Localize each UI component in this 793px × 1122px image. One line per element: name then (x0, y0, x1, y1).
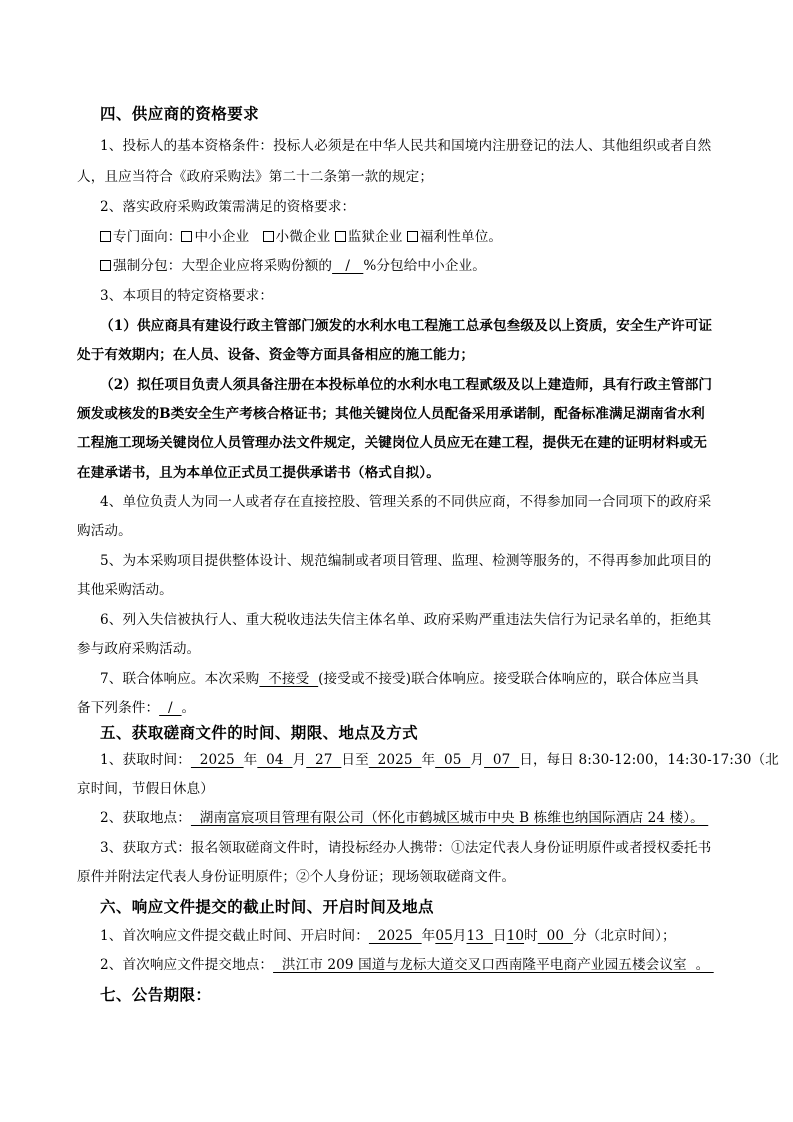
deadline-hour: 10 (506, 928, 525, 944)
requirement-2-line1: （2）拟任项目负责人须具备注册在本投标单位的水利水电工程贰级及以上建造师，具有行政主管部门 (100, 377, 713, 393)
deadline-month: 05 (435, 928, 453, 944)
deadline-month-unit: 月 (452, 928, 467, 944)
start-month: 04 (257, 752, 293, 768)
direct-label: 专门面向： (113, 229, 182, 245)
checkbox-icon (335, 231, 346, 242)
paragraph-6-line1: 6、列入失信被执行人、重大税收违法失信主体名单、政府采购严重违法失信行为记录名单的，拒绝其 (100, 612, 712, 628)
paragraph-5-line1: 5、为本采购项目提供整体设计、规范编制或者项目管理、监理、检测等服务的，不得再参加此项目的 (100, 553, 712, 569)
end-month: 05 (435, 752, 471, 768)
paragraph-7-line1 (100, 669, 699, 689)
deadline-minute: 00 (537, 928, 573, 944)
option-prison: 监狱企业 (347, 229, 403, 245)
submission-location-value: 洪江市 209 国道与龙标大道交叉口西南隆平电商产业园五楼会议室 。 (273, 957, 714, 973)
consortium-cond-pre: 备下列条件： (77, 700, 160, 716)
forced-text-post: %分包给中小企业。 (363, 258, 486, 274)
checkbox-icon (100, 231, 111, 242)
deadline-year-unit: 年 (421, 928, 436, 944)
obtain-method-line1: 3、获取方式：报名领取磋商文件时，请投标经办人携带：①法定代表人身份证明原件或者授权委托书 (100, 840, 712, 856)
consortium-text-post: (接受或不接受)联合体响应。接受联合体响应的，联合体应当具 (318, 671, 699, 687)
obtain-time-label: 1、获取时间： (100, 752, 191, 768)
policy-forced-subcontract (100, 256, 486, 276)
submission-deadline (100, 926, 676, 946)
paragraph-4-line2: 购活动。 (77, 523, 132, 539)
obtain-location-label: 2、获取地点： (100, 810, 191, 826)
obtain-time-line2: 京时间，节假日休息） (77, 781, 214, 797)
option-sme: 中小企业 (194, 229, 250, 245)
deadline-year: 2025 (368, 928, 422, 944)
month-unit: 月 (292, 752, 307, 768)
paragraph-6-line2: 参与政府采购活动。 (77, 641, 201, 657)
forced-value: / (332, 258, 364, 274)
year-unit-2: 年 (421, 752, 436, 768)
policy-direct-options (100, 227, 502, 247)
paragraph-basic-qualification-line1: 1、投标人的基本资格条件：投标人必须是在中华人民共和国境内注册登记的法人、其他组织或者自然 (100, 138, 712, 154)
checkbox-icon (100, 260, 111, 271)
section-heading-submission: 六、响应文件提交的截止时间、开启时间及地点 (100, 897, 434, 916)
section-heading-obtain-docs: 五、获取磋商文件的时间、期限、地点及方式 (100, 723, 419, 742)
year-unit: 年 (243, 752, 258, 768)
end-day: 07 (484, 752, 520, 768)
month-unit-2: 月 (470, 752, 485, 768)
day-to-unit: 日至 (341, 752, 369, 768)
checkbox-icon (181, 231, 192, 242)
paragraph-specific-requirements: 3、本项目的特定资格要求： (100, 288, 274, 304)
paragraph-7-line2 (77, 698, 195, 718)
submission-location-label: 2、首次响应文件提交地点： (100, 957, 274, 973)
deadline-suffix: 分（北京时间）； (572, 928, 676, 944)
paragraph-4-line1: 4、单位负责人为同一人或者存在直接控股、管理关系的不同供应商，不得参加同一合同项下的政府采 (100, 494, 712, 510)
forced-text-pre: 强制分包：大型企业应将采购份额的 (113, 258, 333, 274)
consortium-value: 不接受 (259, 671, 319, 687)
obtain-time-hours: 日，每日 8:30-12:00，14:30-17:30（北 (519, 752, 779, 768)
deadline-day: 13 (466, 928, 493, 944)
section-heading-qualifications: 四、供应商的资格要求 (100, 104, 260, 123)
section-heading-notice-period: 七、公告期限： (100, 985, 212, 1004)
paragraph-5-line2: 其他采购活动。 (77, 582, 173, 598)
deadline-day-unit: 日 (492, 928, 507, 944)
requirement-2-line3: 工程施工现场关键岗位人员管理办法文件规定，关键岗位人员应无在建工程，提供无在建的证明材料或无 (77, 435, 707, 451)
paragraph-basic-qualification-line2: 人，且应当符合《政府采购法》第二十二条第一款的规定； (77, 169, 434, 185)
start-day: 27 (306, 752, 342, 768)
option-micro: 小微企业 (275, 229, 331, 245)
start-year: 2025 (190, 752, 244, 768)
requirement-2-line4: 在建承诺书，且为本单位正式员工提供承诺书（格式自拟）。 (77, 465, 440, 481)
obtain-time-line1 (100, 750, 779, 770)
checkbox-icon (407, 231, 418, 242)
paragraph-policy-requirements: 2、落实政府采购政策需满足的资格要求： (100, 199, 356, 215)
obtain-location (100, 808, 708, 828)
submission-location (100, 955, 714, 975)
option-welfare: 福利性单位。 (419, 229, 503, 245)
deadline-label: 1、首次响应文件提交截止时间、开启时间： (100, 928, 369, 944)
checkbox-icon (263, 231, 274, 242)
requirement-1-line1: （1）供应商具有建设行政主管部门颁发的水利水电工程施工总承包叁级及以上资质，安全生产许可证 (100, 318, 713, 334)
obtain-location-value: 湖南富宸项目管理有限公司（怀化市鹤城区城市中央 B 栋维也纳国际酒店 24 楼）。 (190, 810, 709, 826)
requirement-2-line2: 颁发或核发的B类安全生产考核合格证书；其他关键岗位人员配备采用承诺制，配备标准满足湖南省水利 (77, 406, 705, 422)
consortium-cond-post: 。 (181, 700, 196, 716)
obtain-method-line2: 原件并附法定代表人身份证明原件；②个人身份证；现场领取磋商文件。 (77, 869, 516, 885)
requirement-1-line2: 处于有效期内；在人员、设备、资金等方面具备相应的施工能力； (77, 347, 475, 363)
end-year: 2025 (368, 752, 422, 768)
deadline-hour-unit: 时 (524, 928, 538, 944)
consortium-cond-value: / (159, 700, 182, 716)
consortium-text-pre: 7、联合体响应。本次采购 (100, 671, 260, 687)
